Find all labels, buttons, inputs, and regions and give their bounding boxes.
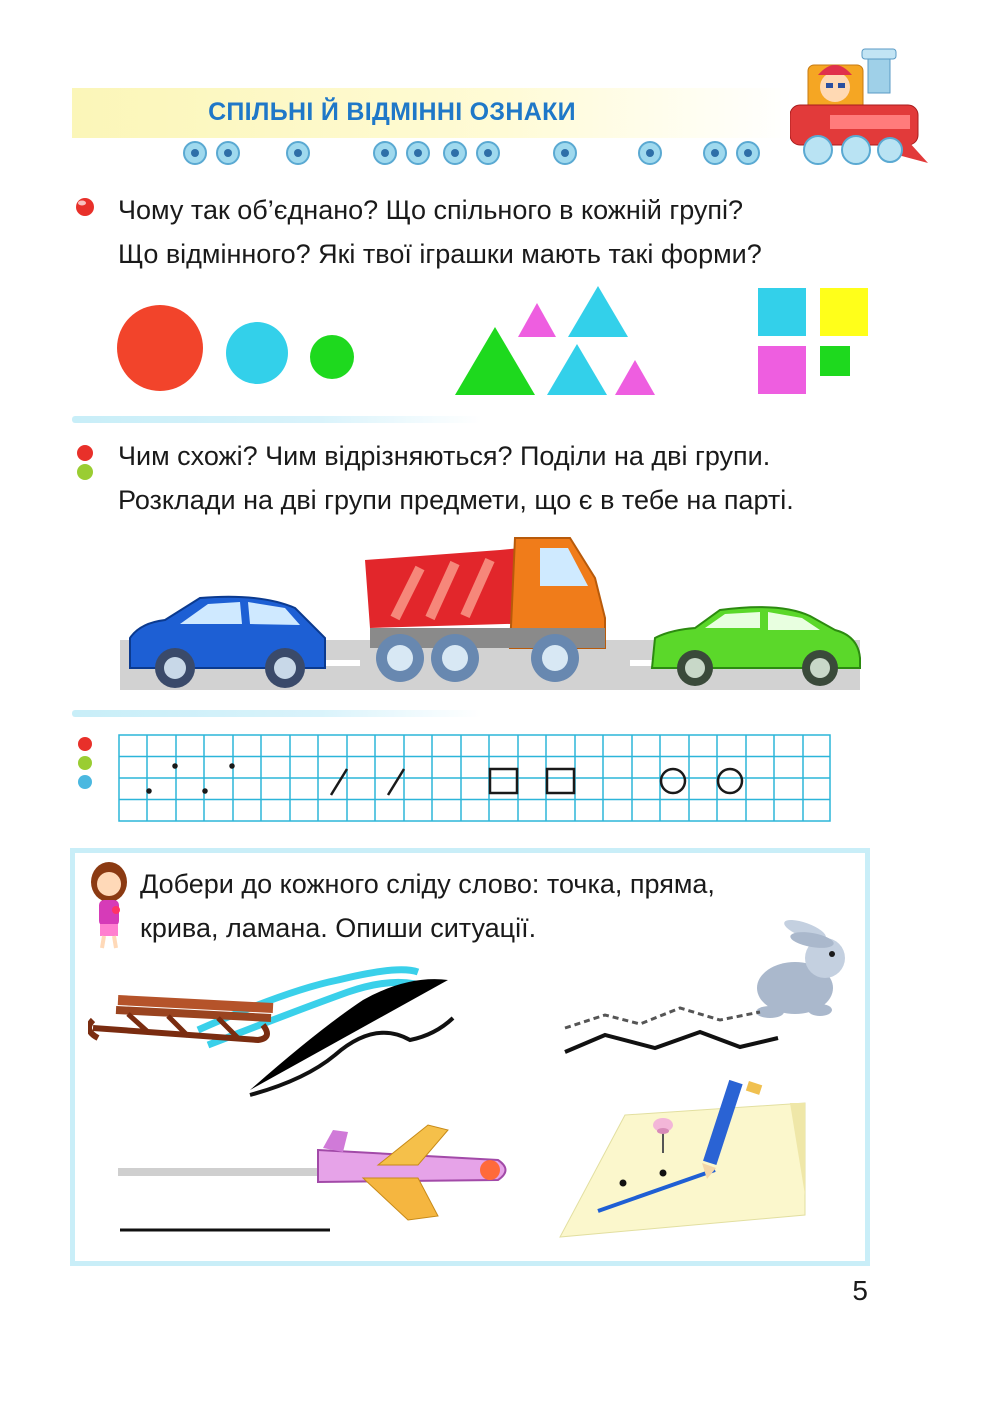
magenta-square <box>758 346 806 394</box>
page-title: СПІЛЬНІ Й ВІДМІННІ ОЗНАКИ <box>208 98 576 126</box>
task2-line2: Розклади на дві групи предмети, що є в тебе на парті. <box>118 485 794 515</box>
circles-group <box>117 305 354 391</box>
yellow-square <box>820 288 868 336</box>
task2-text <box>118 434 794 522</box>
cyan-triangle-top <box>568 286 628 337</box>
girl-icon <box>84 860 134 952</box>
paper-scene <box>550 1075 810 1245</box>
large-green-triangle <box>455 327 535 395</box>
triangles-group <box>455 286 655 395</box>
airplane <box>318 1125 506 1220</box>
task4-line1: Добери до кожного сліду слово: точка, пряма, <box>140 869 715 899</box>
squares-group <box>758 288 868 394</box>
separator-1 <box>72 416 482 423</box>
page-number: 5 <box>852 1275 868 1306</box>
writing-grid <box>118 734 834 826</box>
road-scene <box>120 528 865 698</box>
shape-groups <box>110 280 880 400</box>
cyan-circle <box>226 322 288 384</box>
task1-line2: Що відмінного? Які твої іграшки мають такі форми? <box>118 239 762 269</box>
cyan-square <box>758 288 806 336</box>
curve-trace <box>245 1010 460 1100</box>
header-wheels <box>170 138 770 168</box>
rabbit <box>756 920 845 1018</box>
big-red-circle <box>117 305 203 391</box>
marker-dots-red-green <box>74 442 96 484</box>
task4-line2: крива, ламана. Опиши ситуації. <box>140 913 537 943</box>
cyan-triangle-bottom <box>547 344 607 395</box>
task2-line1: Чим схожі? Чим відрізняються? Поділи на дві групи. <box>118 441 771 471</box>
small-magenta-triangle-top <box>518 303 556 337</box>
green-circle <box>310 335 354 379</box>
marker-dot-red <box>74 196 96 218</box>
rabbit-scene <box>560 920 860 1060</box>
task1-line1: Чому так об’єднано? Що спільного в кожній групі? <box>118 195 744 225</box>
small-magenta-triangle-bottom <box>615 360 655 395</box>
marker-dots-red-green-blue <box>74 734 96 794</box>
separator-2 <box>72 710 482 717</box>
airplane-scene <box>118 1120 518 1240</box>
train-icon <box>790 45 930 170</box>
task1-text <box>118 188 762 276</box>
green-square <box>820 346 850 376</box>
